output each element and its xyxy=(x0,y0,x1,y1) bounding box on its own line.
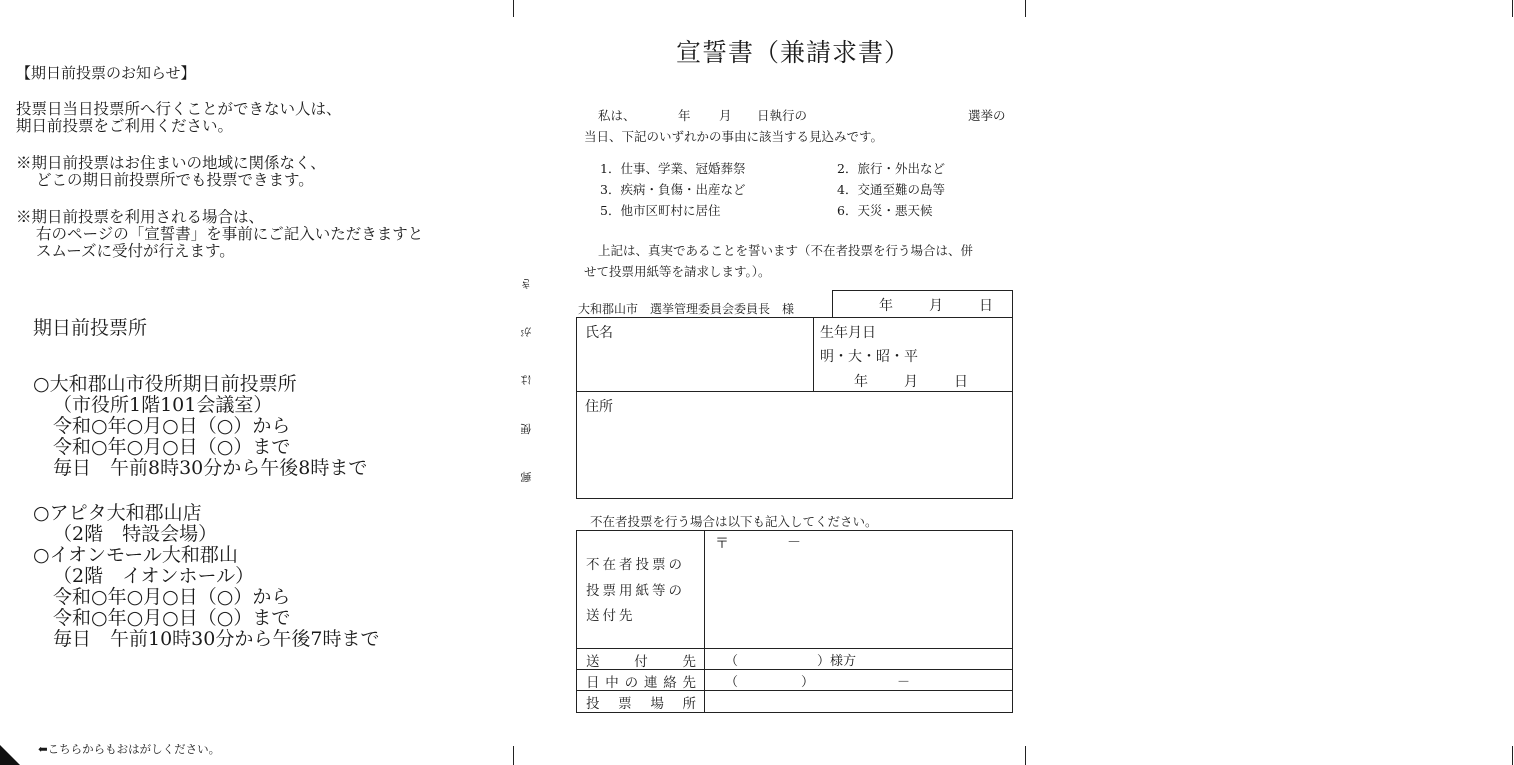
venue-date-from: 令和○年○月○日（○）から xyxy=(53,415,291,437)
mail-destination-label xyxy=(586,553,685,630)
label-char: 中 xyxy=(605,675,619,691)
postcard-label-char: 郵 xyxy=(520,470,532,483)
absentee-table xyxy=(576,530,1013,713)
label-char: 投 xyxy=(586,696,600,712)
reason-item: 5．他市区町村に居住 xyxy=(600,203,721,218)
reason-item: 6．天災・悪天候 xyxy=(837,203,933,218)
reason-item: 4．交通至難の島等 xyxy=(837,182,945,197)
venue-room: （2階 特設会場） xyxy=(53,523,218,545)
notice-note-form xyxy=(16,209,423,260)
name-label: 氏名 xyxy=(585,325,613,341)
notice-note-anywhere xyxy=(16,155,326,189)
date-month-label: 月 xyxy=(929,298,943,314)
postcard-label-char: が xyxy=(520,325,532,338)
note-line: ※期日前投票を利用される場合は、 xyxy=(16,208,265,226)
postcard-label-char: き xyxy=(520,277,532,290)
note-line: どこの期日前投票所でも投票できます。 xyxy=(36,171,314,189)
paren-open: （ xyxy=(725,654,739,669)
form-line1-exec-day: 日執行の xyxy=(757,108,808,123)
venue-hours: 毎日 午前8時30分から午後8時まで xyxy=(53,457,368,479)
label-char: 所 xyxy=(682,696,696,712)
address-field[interactable] xyxy=(577,392,1012,498)
paren-open: （ xyxy=(725,675,739,690)
venue-date-to: 令和○年○月○日（○）まで xyxy=(53,436,291,458)
reason-item: 2．旅行・外出など xyxy=(837,161,945,176)
polling-place-label xyxy=(586,692,696,712)
addressee: 大和郡山市 選挙管理委員会委員長 様 xyxy=(578,302,795,316)
submission-date-field[interactable] xyxy=(832,290,1013,318)
address-label: 住所 xyxy=(585,399,613,415)
date-year-label: 年 xyxy=(879,298,893,314)
fold-mark-top-left xyxy=(513,0,514,17)
mail-destination-field[interactable] xyxy=(705,531,1012,648)
reason-item: 3．疾病・負傷・出産など xyxy=(600,182,746,197)
venues-heading: 期日前投票所 xyxy=(33,317,148,339)
postcard-label-char: 便 xyxy=(520,422,532,435)
form-line2: 当日、下記のいずれかの事由に該当する見込みです。 xyxy=(584,129,884,144)
note-line: ※期日前投票はお住まいの地域に関係なく、 xyxy=(16,154,326,172)
venue-aeon-mall xyxy=(33,545,379,650)
era-options: 明・大・昭・平 xyxy=(820,349,918,365)
birth-month-label: 月 xyxy=(904,374,918,390)
form-line1-year: 年 xyxy=(678,108,691,123)
birthdate-label: 生年月日 xyxy=(820,325,876,341)
applicant-table xyxy=(576,317,1013,499)
venue-date-to: 令和○年○月○日（○）まで xyxy=(53,607,291,629)
label-line: 送付先 xyxy=(586,608,636,624)
daytime-contact-label xyxy=(586,671,696,691)
date-day-label: 日 xyxy=(979,298,993,314)
phone-dash: － xyxy=(897,675,911,690)
paren-close: ） xyxy=(801,675,815,690)
care-of-field[interactable] xyxy=(705,649,1012,669)
form-title: 宣誓書（兼請求書） xyxy=(676,38,911,67)
venue-name: ○イオンモール大和郡山 xyxy=(33,544,238,566)
form-line1-month: 月 xyxy=(719,108,732,123)
label-char: 付 xyxy=(634,654,648,670)
notice-intro-line: 投票日当日投票所へ行くことができない人は、 xyxy=(16,100,342,118)
label-char: 日 xyxy=(586,675,600,691)
reason-list xyxy=(600,158,1000,221)
peel-corner-marker xyxy=(0,745,20,765)
venue-name: ○アピタ大和郡山店 xyxy=(33,502,202,524)
notice-title: 【期日前投票のお知らせ】 xyxy=(16,64,196,82)
oath-line: 上記は、真実であることを誓います（不在者投票を行う場合は、併 xyxy=(598,243,974,258)
notice-intro-line: 期日前投票をご利用ください。 xyxy=(16,117,234,135)
note-line: 右のページの「宣誓書」を事前にご記入いただきますと xyxy=(36,225,424,243)
label-char: 送 xyxy=(586,654,600,670)
venue-name: ○大和郡山市役所期日前投票所 xyxy=(33,373,297,395)
form-line1-prefix: 私は、 xyxy=(598,108,636,123)
label-char: 場 xyxy=(650,696,664,712)
postcard-label-char: は xyxy=(520,373,532,386)
label-char: 票 xyxy=(618,696,632,712)
absentee-note: 不在者投票を行う場合は以下も記入してください。 xyxy=(590,514,878,529)
birth-day-label: 日 xyxy=(954,374,968,390)
name-field[interactable] xyxy=(577,318,813,391)
care-of-suffix: ）様方 xyxy=(817,654,857,669)
polling-place-field[interactable] xyxy=(705,691,1012,712)
venue-date-from: 令和○年○月○日（○）から xyxy=(53,586,291,608)
notice-intro xyxy=(16,101,342,135)
label-char: 先 xyxy=(682,654,696,670)
daytime-contact-field[interactable] xyxy=(705,670,1012,690)
label-char: の xyxy=(624,675,639,691)
label-line: 投票用紙等の xyxy=(586,582,685,599)
reason-item: 1．仕事、学業、冠婚葬祭 xyxy=(600,161,746,176)
label-line: 不在者投票の xyxy=(586,557,685,573)
postal-dash: － xyxy=(787,535,801,551)
form-line1-election: 選挙の xyxy=(968,108,1006,123)
fold-mark-bottom-left xyxy=(513,746,514,765)
label-char: 連 xyxy=(643,675,658,691)
venue-city-hall xyxy=(33,374,367,479)
care-of-label xyxy=(586,650,696,670)
birth-year-label: 年 xyxy=(854,374,868,390)
blank-panel xyxy=(1026,0,1512,765)
peel-instruction: ⬅こちらからもおはがしください。 xyxy=(38,742,221,756)
fold-mark-top-right xyxy=(1512,0,1513,17)
venue-room: （2階 イオンホール） xyxy=(53,565,255,587)
fold-mark-bottom-right xyxy=(1512,746,1513,765)
postal-mark: 〒 xyxy=(715,536,729,552)
venue-apita xyxy=(33,503,217,545)
label-char: 絡 xyxy=(663,675,677,691)
label-char: 先 xyxy=(682,675,696,691)
venue-hours: 毎日 午前10時30分から午後7時まで xyxy=(53,628,380,650)
venue-room: （市役所1階101会議室） xyxy=(53,394,273,416)
birthdate-field[interactable] xyxy=(814,318,1012,391)
oath-line: せて投票用紙等を請求します。）。 xyxy=(584,264,771,279)
note-line: スムーズに受付が行えます。 xyxy=(36,242,235,260)
